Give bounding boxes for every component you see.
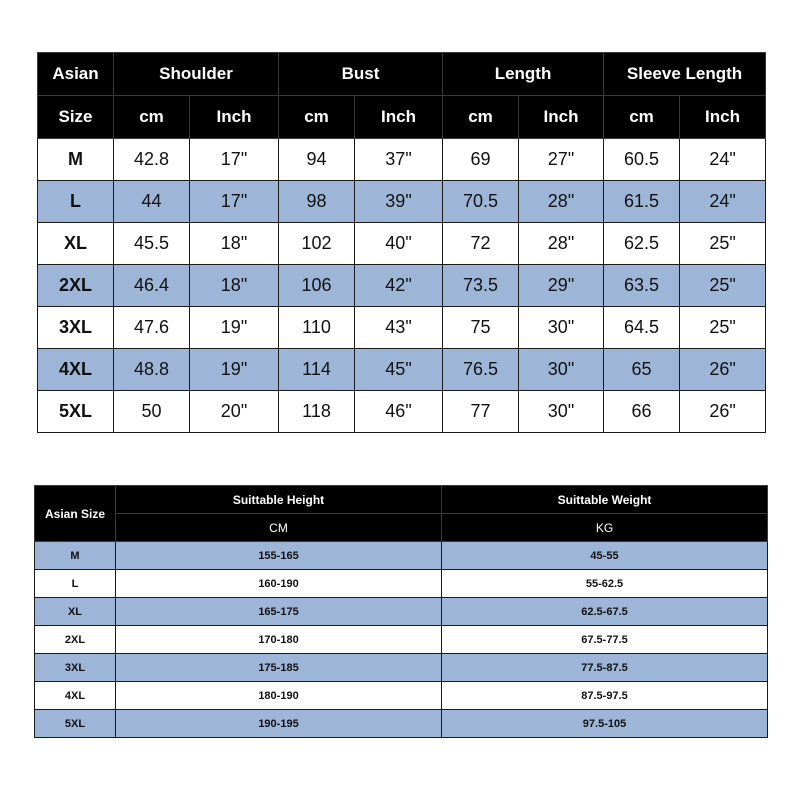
measurement-cell: 94 xyxy=(279,139,355,181)
unit-header: cm xyxy=(604,96,680,139)
measurement-cell: 44 xyxy=(114,181,190,223)
weight-cell: 77.5-87.5 xyxy=(442,654,768,682)
weight-cell: 45-55 xyxy=(442,542,768,570)
size-cell: XL xyxy=(35,598,116,626)
unit-header: cm xyxy=(114,96,190,139)
measurement-cell: 110 xyxy=(279,307,355,349)
measurement-cell: 77 xyxy=(443,391,519,433)
table-row xyxy=(38,223,766,265)
fit-recommendation-table xyxy=(34,485,768,738)
measurement-cell: 70.5 xyxy=(443,181,519,223)
table-row xyxy=(38,139,766,181)
measurement-cell: 72 xyxy=(443,223,519,265)
table-row xyxy=(38,391,766,433)
unit-header: cm xyxy=(443,96,519,139)
measurement-cell: 69 xyxy=(443,139,519,181)
measurement-cell: 73.5 xyxy=(443,265,519,307)
measurement-cell: 25" xyxy=(680,307,766,349)
measurement-cell: 20" xyxy=(190,391,279,433)
unit-height: CM xyxy=(116,514,442,542)
measurement-cell: 18" xyxy=(190,265,279,307)
table-row xyxy=(35,598,768,626)
weight-cell: 62.5-67.5 xyxy=(442,598,768,626)
header-bust: Bust xyxy=(279,53,443,96)
measurement-cell: 46" xyxy=(355,391,443,433)
measurement-cell: 65 xyxy=(604,349,680,391)
measurement-cell: 30" xyxy=(519,391,604,433)
measurement-cell: 75 xyxy=(443,307,519,349)
measurement-cell: 98 xyxy=(279,181,355,223)
measurement-cell: 27" xyxy=(519,139,604,181)
height-cell: 175-185 xyxy=(116,654,442,682)
weight-cell: 87.5-97.5 xyxy=(442,682,768,710)
weight-cell: 55-62.5 xyxy=(442,570,768,598)
measurement-cell: 19" xyxy=(190,349,279,391)
height-cell: 190-195 xyxy=(116,710,442,738)
size-cell: 2XL xyxy=(35,626,116,654)
size-cell: 5XL xyxy=(35,710,116,738)
height-cell: 155-165 xyxy=(116,542,442,570)
header-sleeve-length: Sleeve Length xyxy=(604,53,766,96)
measurement-cell: 29" xyxy=(519,265,604,307)
measurement-cell: 50 xyxy=(114,391,190,433)
table-row xyxy=(35,682,768,710)
measurement-cell: 47.6 xyxy=(114,307,190,349)
header-size-bottom: Size xyxy=(38,96,114,139)
measurement-cell: 63.5 xyxy=(604,265,680,307)
header-length: Length xyxy=(443,53,604,96)
table-row xyxy=(35,626,768,654)
measurement-cell: 102 xyxy=(279,223,355,265)
header-shoulder: Shoulder xyxy=(114,53,279,96)
measurement-cell: 30" xyxy=(519,349,604,391)
unit-header: Inch xyxy=(519,96,604,139)
measurement-cell: 46.4 xyxy=(114,265,190,307)
table-row xyxy=(35,542,768,570)
table-row xyxy=(35,570,768,598)
size-cell: 3XL xyxy=(35,654,116,682)
measurement-cell: 17" xyxy=(190,139,279,181)
height-cell: 180-190 xyxy=(116,682,442,710)
weight-cell: 97.5-105 xyxy=(442,710,768,738)
measurement-cell: 18" xyxy=(190,223,279,265)
table-row xyxy=(35,654,768,682)
measurement-cell: 114 xyxy=(279,349,355,391)
height-cell: 170-180 xyxy=(116,626,442,654)
size-cell: 2XL xyxy=(38,265,114,307)
measurement-cell: 76.5 xyxy=(443,349,519,391)
measurement-cell: 62.5 xyxy=(604,223,680,265)
measurement-cell: 40" xyxy=(355,223,443,265)
measurement-cell: 39" xyxy=(355,181,443,223)
measurement-cell: 64.5 xyxy=(604,307,680,349)
measurement-cell: 42.8 xyxy=(114,139,190,181)
measurement-cell: 45.5 xyxy=(114,223,190,265)
size-cell: M xyxy=(35,542,116,570)
table-row xyxy=(38,349,766,391)
measurement-cell: 106 xyxy=(279,265,355,307)
unit-header: cm xyxy=(279,96,355,139)
table-row xyxy=(38,265,766,307)
measurement-cell: 43" xyxy=(355,307,443,349)
size-measurement-table xyxy=(37,52,766,433)
header-suitable-height: Suittable Height xyxy=(116,486,442,514)
header-size-top: Asian xyxy=(38,53,114,96)
table-row xyxy=(35,710,768,738)
table-row xyxy=(38,307,766,349)
size-cell: 4XL xyxy=(38,349,114,391)
measurement-cell: 66 xyxy=(604,391,680,433)
weight-cell: 67.5-77.5 xyxy=(442,626,768,654)
measurement-cell: 25" xyxy=(680,223,766,265)
measurement-cell: 25" xyxy=(680,265,766,307)
measurement-cell: 30" xyxy=(519,307,604,349)
measurement-cell: 24" xyxy=(680,181,766,223)
measurement-cell: 26" xyxy=(680,391,766,433)
unit-weight: KG xyxy=(442,514,768,542)
size-cell: L xyxy=(35,570,116,598)
size-cell: M xyxy=(38,139,114,181)
header-suitable-weight: Suittable Weight xyxy=(442,486,768,514)
header-asian-size: Asian Size xyxy=(35,486,116,542)
measurement-cell: 37" xyxy=(355,139,443,181)
measurement-cell: 118 xyxy=(279,391,355,433)
height-cell: 160-190 xyxy=(116,570,442,598)
measurement-cell: 45" xyxy=(355,349,443,391)
measurement-cell: 28" xyxy=(519,223,604,265)
measurement-cell: 60.5 xyxy=(604,139,680,181)
measurement-cell: 42" xyxy=(355,265,443,307)
unit-header: Inch xyxy=(355,96,443,139)
table-row xyxy=(38,181,766,223)
size-cell: L xyxy=(38,181,114,223)
measurement-cell: 28" xyxy=(519,181,604,223)
measurement-cell: 26" xyxy=(680,349,766,391)
unit-header: Inch xyxy=(680,96,766,139)
size-cell: 4XL xyxy=(35,682,116,710)
measurement-cell: 17" xyxy=(190,181,279,223)
size-cell: 3XL xyxy=(38,307,114,349)
height-cell: 165-175 xyxy=(116,598,442,626)
measurement-cell: 19" xyxy=(190,307,279,349)
size-cell: 5XL xyxy=(38,391,114,433)
measurement-cell: 48.8 xyxy=(114,349,190,391)
unit-header: Inch xyxy=(190,96,279,139)
measurement-cell: 24" xyxy=(680,139,766,181)
measurement-cell: 61.5 xyxy=(604,181,680,223)
size-cell: XL xyxy=(38,223,114,265)
